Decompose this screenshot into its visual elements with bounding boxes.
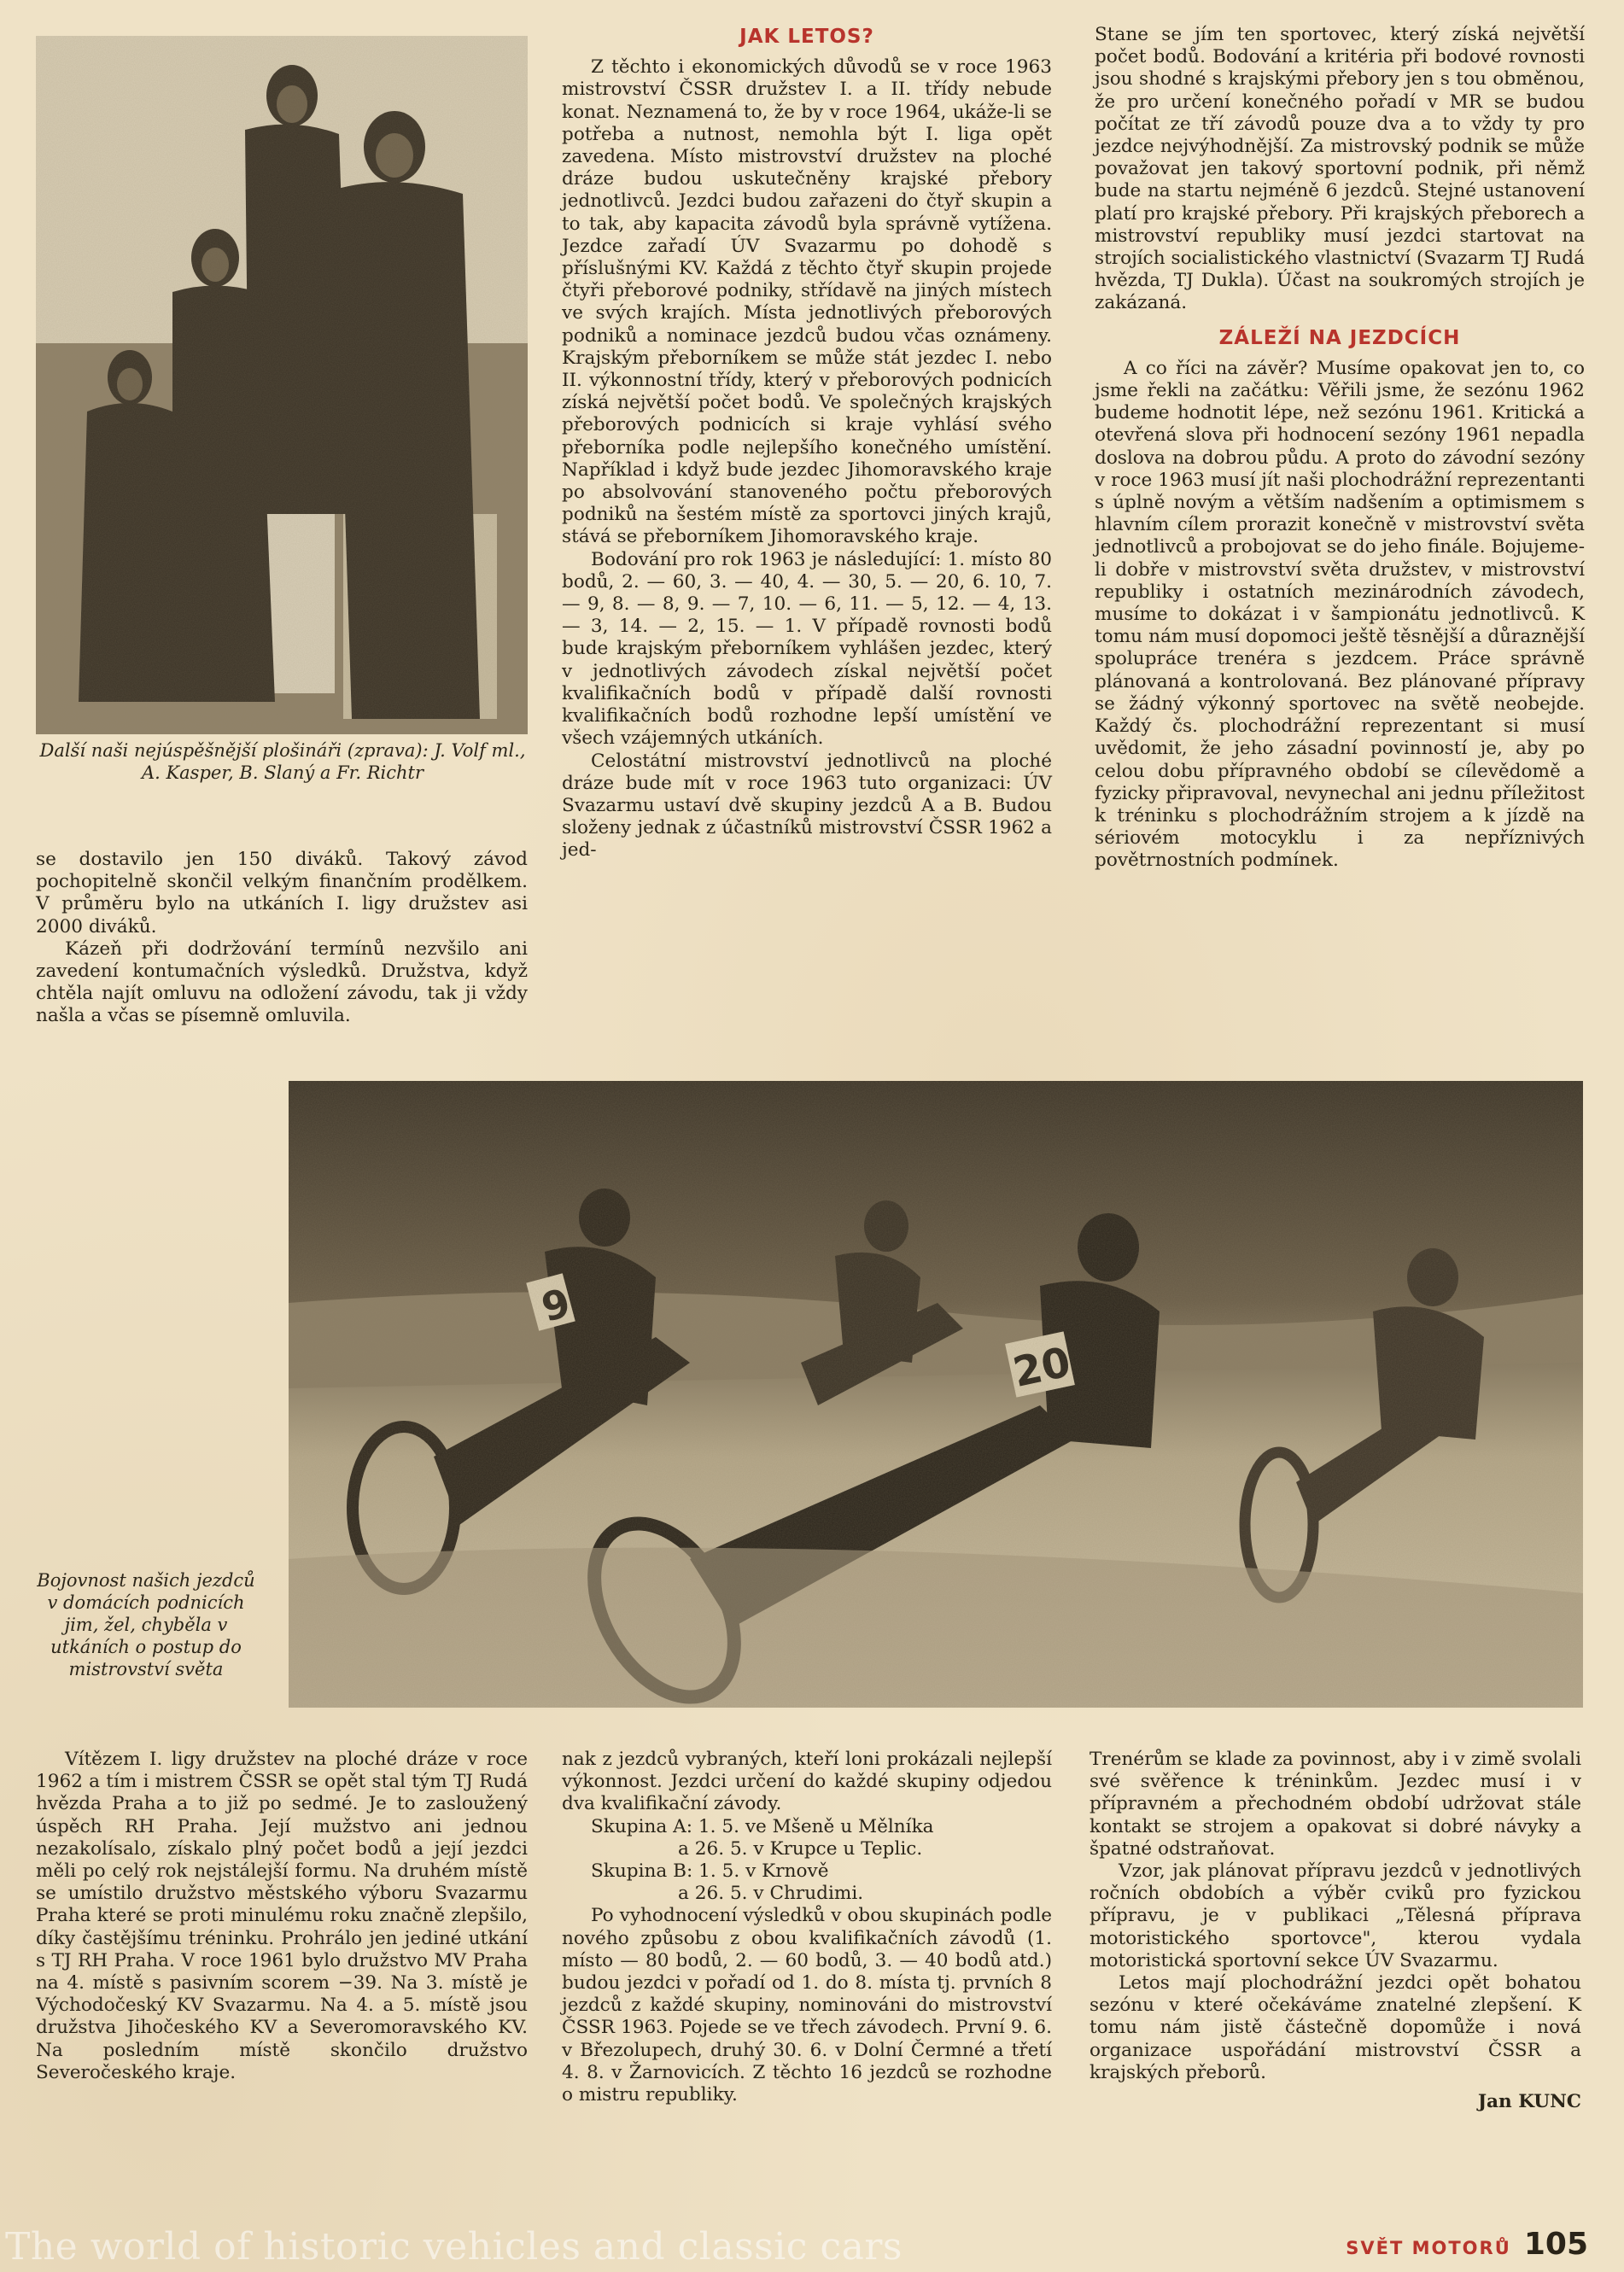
magazine-name: SVĚT MOTORŮ bbox=[1346, 2238, 1511, 2258]
race-photo-caption: Bojovnost našich jezdců v domácích podnicích jim, žel, chyběla v utkáních o postup do mistrovství světa bbox=[37, 1570, 255, 1679]
left-top-column bbox=[36, 849, 528, 1028]
paragraph: Vítězem I. ligy družstev na ploché dráze v roce 1962 a tím i mistrem ČSSR se opět stal tým TJ Rudá hvězda Praha a to již po sedmé. Je to zasloužený úspěch RH Praha. Její mužstvo ani jednou nezakolísalo, získalo plný počet bodů a její jezdci měli po celý rok nejstálejší formu. Na druhém místě se umístilo družstvo městského výboru Svazarmu Praha které se proti minulému roku značně zlepšilo, díky častějšímu tréninku. Prohrálo jen jediné utkání s TJ RH Praha. V roce 1961 bylo družstvo MV Praha na 4. místě s pasivním scorem −39. Na 3. místě je Východočeský KV Svazarmu. Na 4. a 5. místě jsou družstva Jihočeského KV a Severomoravského KV. Na posledním místě skončilo družstvo Severočeského kraje. bbox=[36, 1749, 528, 2083]
schedule-line: Skupina B: 1. 5. v Krnově bbox=[591, 1860, 829, 1883]
podium-photo-caption: Další naši nejúspěšnější plošináři (zprava): J. Volf ml., A. Kasper, B. Slaný a Fr. Richtr bbox=[39, 740, 526, 783]
paragraph: Celostátní mistrovství jednotlivců na ploché dráze bude mít v roce 1963 tuto organizaci: ÚV Svazarmu ustaví dvě skupiny jezdců A a B. Budou složeny jednak z účastníků mistrovství ČSSR 1962 a jed- bbox=[562, 750, 1052, 861]
podium-photo bbox=[36, 36, 528, 734]
left-bottom-column bbox=[36, 1749, 528, 2084]
right-bottom-column bbox=[1089, 1749, 1581, 2113]
paragraph: se dostavilo jen 150 diváků. Takový závod pochopitelně skončil velkým finančním prodělkem. V průměru bylo na utkáních I. ligy družstev asi 2000 diváků. bbox=[36, 849, 528, 937]
paragraph: Z těchto i ekonomických důvodů se v roce 1963 mistrovství ČSSR družstev I. a II. třídy nebude konat. Neznamená to, že by v roce 1964, ukáže-li se potřeba a nutnost, nemohla být I. liga opět zavedena. Místo mistrovství družstev na ploché dráze budou uskutečněny krajské přebory jednotlivců. Jezdci budou zařazeni do čtyř skupin a to tak, aby kapacita závodů byla správně vytížena. Jezdce zařadí ÚV Svazarmu po dohodě s příslušnými KV. Každá z těchto čtyř skupin projede čtyři přeborové podniky, střídavě na jiných místech ve svých krajích. Místa jednotlivých přeborových podniků a nominace jezdců budou včas oznámeny. Krajským přeborníkem se může stát jezdec I. nebo II. výkonnostní třídy, který v přeborových podnicích získá největší počet bodů. Ve společných krajských přeborových podnicích si kraje vyhlásí svého přeborníka podle nejlepšího konečného umístění. Například i když bude jezdec Jihomoravského kraje po absolvování stanoveného počtu přeborových podniků na šestém místě za sportovci jiných krajů, stává se přeborníkem Jihomoravského kraje. bbox=[562, 56, 1052, 548]
paragraph: Stane se jím ten sportovec, který získá největší počet bodů. Bodování a kritéria při bodové rovnosti jsou shodné s krajskými přebory jen s tou obměnou, že pro určení konečného pořadí v MR se budou počítat ze tří závodů pouze dva a to vždy ty pro jezdce nejvýhodnější. Za mistrovský podnik se může považovat jen takový sportovní podnik, při němž bude na startu nejméně 6 jezdců. Stejné ustanovení platí pro krajské přebory. Při krajských přeborech a mistrovství republiky musí jezdci startovat na strojích socialistického vlastnictví (Svazarm TJ Rudá hvězda, TJ Dukla). Účast na soukromých strojích je zakázaná. bbox=[1095, 24, 1585, 314]
paragraph: Po vyhodnocení výsledků v obou skupinách podle nového způsobu z obou kvalifikačních závodů (1. místo — 80 bodů, 2. — 60 bodů, 3. — 40 bodů atd.) budou jezdci v pořadí od 1. do 8. místa tj. prvních 8 jezdců z každé skupiny, nominováni do mistrovství ČSSR 1963. Pojede se ve třech závodech. První 9. 6. v Březolupech, druhý 30. 6. v Dolní Čermné a třetí 4. 8. v Žarnovicích. Z těchto 16 jezdců se rozhodne o mistru republiky. bbox=[562, 1905, 1052, 2106]
section-heading-zalezi-na-jezdcich: ZÁLEŽÍ NA JEZDCÍCH bbox=[1218, 326, 1461, 349]
paragraph: nak z jezdců vybraných, kteří loni prokázali nejlepší výkonnost. Jezdci určení do každé skupiny odjedou dva kvalifikační závody. bbox=[562, 1749, 1052, 1815]
page-number: 105 bbox=[1523, 2227, 1588, 2262]
paragraph: A co říci na závěr? Musíme opakovat jen to, co jsme řekli na začátku: Věřili jsme, že sezónu 1962 budeme hodnotit lépe, než sezónu 1961. Kritická a otevřená slova při hodnocení sezóny 1961 nepadla doslova na dobrou půdu. A proto do závodní sezóny v roce 1963 musí jít naši plochodrážní reprezentanti s úplně novým a větším nadšením a optimismem s hlavním cílem prorazit konečně v mistrovství světa jednotlivců a probojovat se do jeho finále. Bojujeme-li dobře v mistrovství světa družstev, v mistrovství republiky i ostatních mezinárodních závodech, musíme to dokázat i v šampionátu jednotlivců. K tomu nám musí dopomoci ještě těsnější a důraznější spolupráce trenéra s jezdcem. Práce správně plánovaná a kontrolovaná. Bez plánované přípravy se žádný výkonný sportovec na světě neobejde. Každý čs. plochodrážní reprezentant si musí uvědomit, že jeho zásadní povinností je, aby po celou dobu přípravného období se cílevědomě a fyzicky připravoval, nevynechal ani jednu příležitost k tréninku s plochodrážním strojem a k jízdě na sériovém motocyklu i za nepříznivých povětrnostních podmínek. bbox=[1095, 357, 1585, 872]
middle-bottom-column bbox=[562, 1749, 1052, 2106]
paragraph: Letos mají plochodrážní jezdci opět bohatou sezónu v které očekáváme znatelné zlepšení. K tomu nám jistě částečně dopomůže i nová organizace uspořádání mistrovství ČSSR a krajských přeborů. bbox=[1089, 1972, 1581, 2083]
paragraph: Kázeň při dodržování termínů nezvšilo ani zavedení kontumačních výsledků. Družstva, když chtěla najít omluvu na odložení závodu, tak ji vždy našla a včas se písemně omluvila. bbox=[36, 937, 528, 1027]
paragraph: Bodování pro rok 1963 je následující: 1. místo 80 bodů, 2. — 60, 3. — 40, 4. — 30, 5. — 20, 6. 10, 7. — 9, 8. — 8, 9. — 7, 10. — 6, 11. — 5, 12. — 4, 13. — 3, 14. — 2, 15. — 1. V případě rovnosti bodů bude krajským přeborníkem vyhlášen jezdec, který v jednotlivých závodech získal největší počet kvalifikačních bodů v případě další rovnosti kvalifikačních bodů rozhodne lepší umístění ve všech vzájemných utkáních. bbox=[562, 548, 1052, 750]
right-top-column bbox=[1095, 24, 1585, 873]
schedule-line: a 26. 5. v Chrudimi. bbox=[678, 1883, 864, 1905]
middle-top-column bbox=[562, 26, 1052, 862]
schedule-line: a 26. 5. v Krupce u Teplic. bbox=[678, 1837, 923, 1860]
section-heading-jak-letos: JAK LETOS? bbox=[739, 26, 874, 48]
page-footer bbox=[1332, 2227, 1588, 2262]
watermark-text: The world of historic vehicles and classic cars bbox=[5, 2225, 903, 2269]
schedule-line: Skupina A: 1. 5. ve Mšeně u Mělníka bbox=[591, 1815, 934, 1837]
speedway-race-photo bbox=[289, 1081, 1583, 1708]
paragraph: Vzor, jak plánovat přípravu jezdců v jednotlivých ročních obdobích a výběr cviků pro fyzickou přípravu, je v publikaci „Tělesná příprava motoristického sportovce", kterou vydala motoristická sportovní sekce ÚV Svazarmu. bbox=[1089, 1860, 1581, 1971]
paragraph: Trenérům se klade za povinnost, aby i v zimě svolali své svěřence k tréninkům. Jezdec musí i v přípravném a přechodném období udržovat stále kontakt se strojem a opakovat si dobré návyky a špatné odstraňovat. bbox=[1089, 1749, 1581, 1860]
author-signature: Jan KUNC bbox=[1477, 2091, 1581, 2113]
